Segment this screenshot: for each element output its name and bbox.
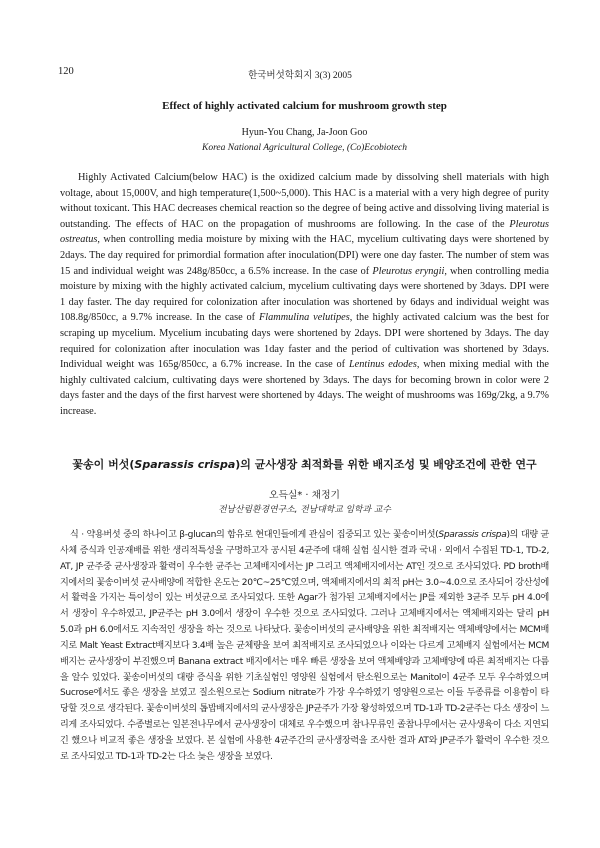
species-name: Pleurotus eryngii: [372, 265, 445, 277]
page-number: 120: [58, 66, 74, 77]
species-name: Lentinus edodes: [348, 359, 417, 371]
species-name: Sparassis crispa: [134, 458, 236, 471]
affiliation-ko: 전남산림환경연구소, 전남대학교 임학과 교수: [218, 505, 391, 515]
article-title-ko: [60, 456, 549, 472]
text-run: 꽃송이 버섯(: [72, 458, 135, 471]
affiliation-en: Korea National Agricultural College, (Co)Ecobiotech: [201, 143, 408, 153]
species-name: Flammulina velutipes: [258, 312, 350, 324]
text-run: )의 균사생장 최적화를 위한 배지조성 및 배양조건에 관한 연구: [235, 458, 537, 471]
species-name: Pleurotus ostreatus: [60, 218, 549, 246]
article-title-en: Effect of highly activated calcium for mushroom growth step: [162, 100, 447, 112]
text-run: , when mixing medial with the highly cultivated calcium, cultivating days were shortened by 3days. The days for becoming brown in color were 2 days faster and the days of the first harvest were shortened by 4days. The weight of mushrooms was 169g/2kg, a 9.7% increase.: [60, 359, 549, 417]
authors-en: Hyun-You Chang, Ja-Joon Goo: [241, 127, 368, 138]
text-run: , when controlling media moisture by mixing with the highly activated calcium, mycelium cultivating days were shortened by 3days. DPI were 1 day faster. The day required for colonization after inoculation was shortened by 6days and individual weight was 108.8g/850cc, a 9.7% increase. In the case of: [60, 265, 549, 324]
text-run: , when controlling media moisture by mixing with the HAC, mycelium cultivating days were shortened by 2days. The day required for primordial formation after inoculation(DPI) were one day faster. The number of stem was 15 and individual weight was 248g/850cc, a 6.5% increase. In the case of: [60, 234, 549, 277]
abstract-en: [60, 170, 549, 420]
text-run: 식 · 약용버섯 중의 하나이고 β-glucan의 함유로 현대인들에게 관심이 집중되고 있는 꽃송이버섯(: [70, 530, 439, 540]
text-run: Highly Activated Calcium(below HAC) is the oxidized calcium made by dissolving shell materials with high voltage, about 15,000V, and high temperature(1,500~5,000). This HAC is a material with a very high degree of purity without toxicant. This HAC decreases chemical reaction so the degree of being active and dissolving living material is outstanding. The effects of HAC on the propagation of mushrooms are following. In the case of the: [60, 172, 549, 230]
species-name: Sparassis crispa: [438, 530, 507, 540]
authors-ko: 오득실* · 채정기: [268, 490, 341, 501]
journal-running-head: 한국버섯학회지 3(3) 2005: [248, 71, 352, 81]
abstract-ko: [60, 528, 549, 766]
text-run: , the highly activated calcium was the best for scraping up mycelium. Mycelium incubating days were shortened by 2days. DPI were shortened by 3days. The day required for colonization after inoculation was 1day faster and the period of cultivation was shortened by 3days. Individual weight was 165g/850cc, a 6.7% increase. In the case of: [60, 312, 549, 371]
text-run: )의 대량 균사체 증식과 인공재배를 위한 생리적특성을 구명하고자 공시된 4균주에 대해 실험 실시한 결과 국내 · 외에서 수집된 TD-1, TD-2, AT, JP 균주중 균사생장과 활력이 우수한 균주는 고체배지에서는 JP 그리고 액체배지에서는 AT인 것으로 조사되었다. PD broth배지에서의 꽃송이버섯 균사배양에 적합한 온도는 20℃~25℃였으며, 액체배지에서의 최적 pH는 3.0~4.0으로 조사되어 강산성에서 활력을 가지는 특이성이 있는 버섯균으로 조사되었다. 또한 Agar가 첨가된 고체배지에서는 JP를 제외한 3균주 모두 pH 4.0에서 생장이 우수하였고, JP균주는 pH 3.0에서 생장이 우수한 것으로 조사되었다. 그러나 고체배지에서는 액체배지와는 달리 pH 5.0과 pH 6.0에서도 지속적인 생장을 하는 것으로 나타났다. 꽃송이버섯의 균사배양을 위한 최적배지는 액체배양에서는 MCM배지로 Malt Yeast Extract배지보다 3.4배 높은 균체량을 보여 최적배지로 조사되었으나 이와는 다르게 고체배지 실험에서는 MCM배지는 균사생장이 부진했으며 Banana extract 배지에서는 매우 빠른 생장을 보여 액체배양과 고체배양에 따른 최적배지는 다름을 알수 있었다. 꽃송이버섯의 대량 증식을 위한 기초실험인 영양원 실험에서 탄소원으로는 Manitol이 4균주 모두 우수하였으며 Sucrose에서도 좋은 생장을 보였고 질소원으로는 Sodium nitrate가 가장 우수하였기 영양원으로는 이들 두종류를 이용함이 타당할 것으로 생각된다. 꽃송이버섯의 톱밥배지에서의 균사생장은 JP균주가 가장 왕성하였으며 TD-1과 TD-2균주는 다소 생장이 느리게 조사되었다. 수종별로는 일본전나무에서 균사생장이 대체로 우수했으며 참나무류인 졸참나무에서는 균사생육이 다소 지연되긴 했으나 비교적 좋은 생장을 보였다. 본 실험에 사용한 4균주간의 균사생장력을 조사한 결과 AT와 JP균주가 활력이 우수한 것으로 조사되었고 TD-1과 TD-2는 다소 늦은 생장을 보였다.: [60, 530, 549, 762]
